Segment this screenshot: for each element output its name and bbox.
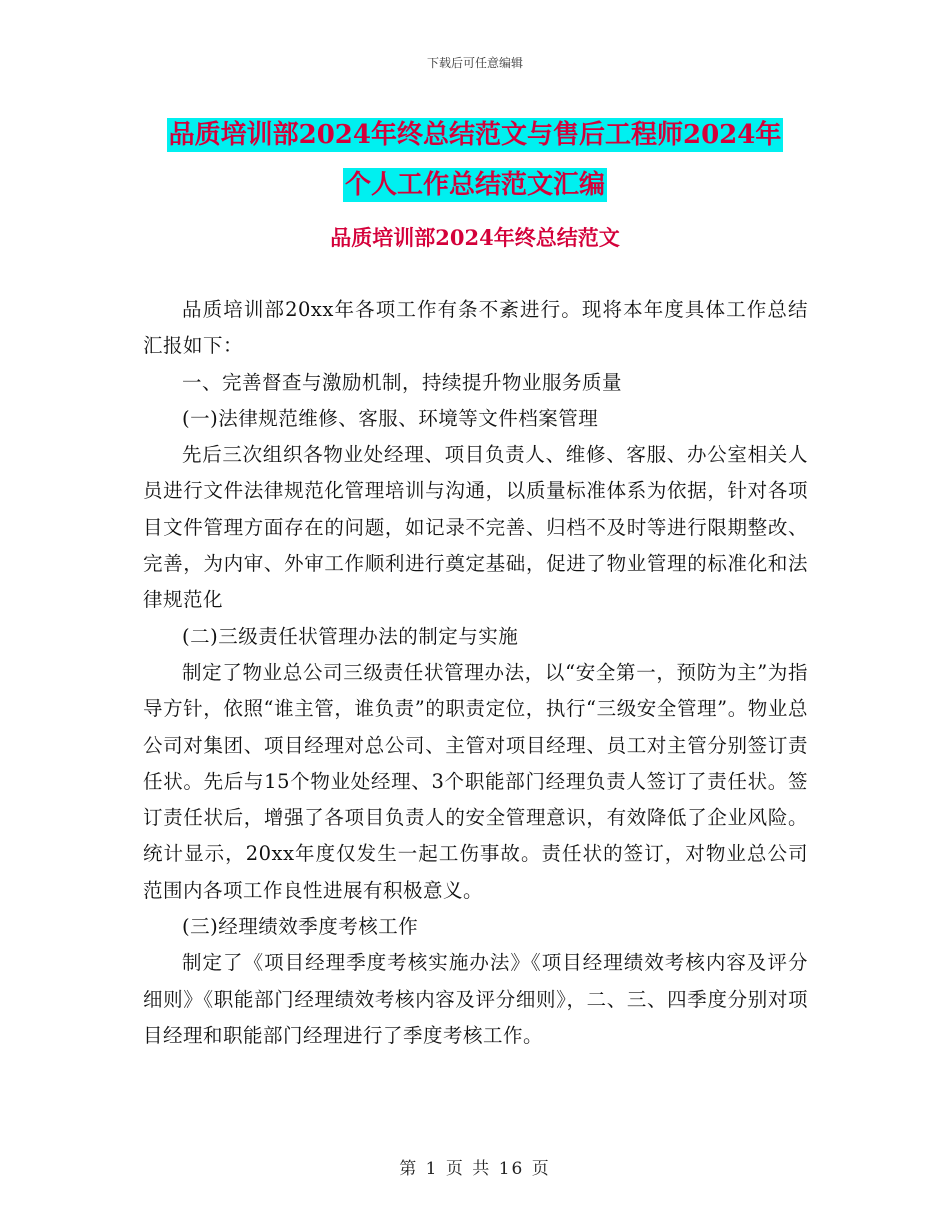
document-title-line1: 品质培训部2024年终总结范文与售后工程师2024年 — [168, 120, 782, 150]
paragraph-intro: 品质培训部20xx年各项工作有条不紊进行。现将本年度具体工作总结汇报如下： — [143, 298, 808, 358]
subheading-1: (一)法律规范维修、客服、环境等文件档案管理 — [182, 406, 599, 430]
paragraph: 制定了物业总公司三级责任状管理办法，以“安全第一，预防为主”为指导方针，依照“谁主管，谁负责”的职责定位，执行“三级安全管理”。物业总公司对集团、项目经理对总公司、主管对项目经理、员工对主管分别签订责任状。先后与15个物业处经理、3个职能部门经理负责人签订了责任状。签订责任状后，增强了各项目负责人的安全管理意识，有效降低了企业风险。统计显示，20xx年度仅发生一起工伤事故。责任状的签订，对物业总公司范围内各项工作良性进展有积极意义。 — [143, 660, 808, 902]
paragraph: 先后三次组织各物业处经理、项目负责人、维修、客服、办公室相关人员进行文件法律规范化管理培训与沟通，以质量标准体系为依据，针对各项目文件管理方面存在的问题，如记录不完善、归档不及时等进行限期整改、完善，为内审、外审工作顺利进行奠定基础，促进了物业管理的标准化和法律规范化 — [143, 443, 808, 612]
document-title-line2: 个人工作总结范文汇编 — [344, 170, 605, 200]
document-title — [140, 110, 810, 210]
document-body — [143, 292, 808, 1054]
header-note: 下载后可任意编辑 — [426, 56, 523, 70]
section-title: 品质培训部2024年终总结范文 — [330, 225, 620, 250]
subheading-2: (二)三级责任状管理办法的制定与实施 — [182, 624, 519, 648]
heading-1: 一、完善督查与激励机制，持续提升物业服务质量 — [182, 370, 623, 394]
page-footer: 第 1 页 共 16 页 — [399, 1159, 551, 1179]
paragraph: 制定了《项目经理季度考核实施办法》《项目经理绩效考核内容及评分细则》《职能部门经理绩效考核内容及评分细则》，二、三、四季度分别对项目经理和职能部门经理进行了季度考核工作。 — [143, 951, 808, 1047]
subheading-3: (三)经理绩效季度考核工作 — [182, 915, 419, 939]
